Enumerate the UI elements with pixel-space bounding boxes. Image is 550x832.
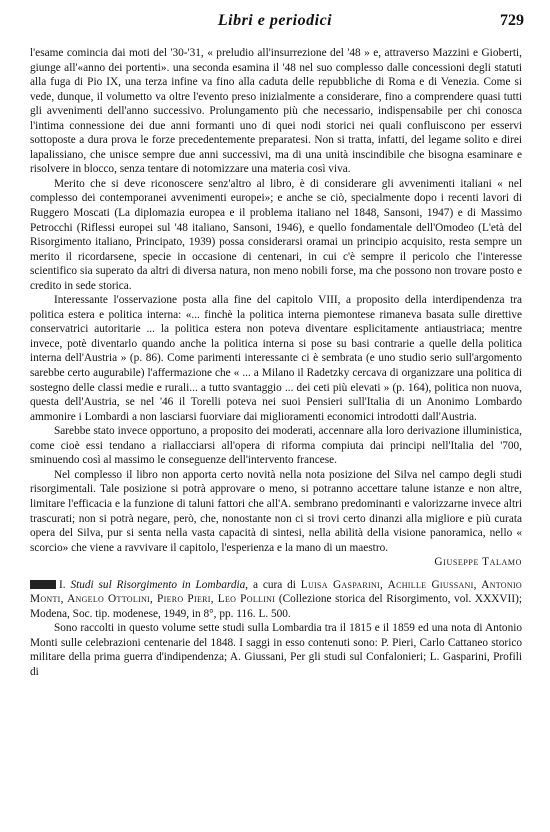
review-paragraph: Interessante l'osservazione posta alla fine del capitolo VIII, a proposito della interdipendenza tra politica estera e politica interna: «... finchè la politica interna piemontese rimaneva basata sulle direttive conservatrici autoritarie ... la politica estera non poteva diventare esplicitamente antiaustriaca; mentre invece, potè diventarlo quando anche la politica interna si pose su basi contrarie a quelle della politica interna dell'Austria » (p. 86). Come parimenti interessante ci è sembrata (e uno studio serio sull'argomento sarebbe certo augurabile) l'affermazione che « ... a Milano il Radetzky cercava di organizzare una politica di sostegno delle classi medie e rurali... a tutto svantaggio ... dei ceti più elevati » (p. 164), politica non nuova, questa dell'Austria, se nel '46 il Torelli poteva nei suoi Pensieri sull'Italia di un Anonimo Lombardo ammonire i Lombardi a non lasciarsi fuorviare dai miglioramenti economici introdotti dall'Austria. xyxy=(30,294,522,423)
book-entry xyxy=(30,578,522,622)
page-number: 729 xyxy=(500,12,524,29)
book-editors: Luisa Gasparini, Achille Giussani, Antonio Monti, Angelo Ottolini, Piero Pieri, Leo Pollini xyxy=(30,578,523,606)
running-head: Libri e periodici xyxy=(217,12,333,29)
section-separator xyxy=(30,570,522,578)
reviewer-signature: Giuseppe Talamo xyxy=(434,556,522,569)
page-body xyxy=(30,46,522,680)
ink-blot xyxy=(30,580,56,589)
review-paragraph: Merito che si deve riconoscere senz'altro al libro, è di considerare gli avvenimenti italiani « nel complesso dei contemporanei avvenimenti europei»; e anche se ciò, specialmente dopo i recenti lavori di Ruggero Moscati (La diplomazia europea e il problema italiano nel 1848, Sansoni, 1947) e di Massimo Petrocchi (Riflessi europei sul '48 italiano, Sansoni, 1946), e quello fondamentale dell'Omodeo (L'età del Risorgimento italiano, Principato, 1939) possa considerarsi oramai un principio acquisito, resta sempre un merito il ricordarsene, specie in occasione di centenari, in cui c'è sempre il pericolo che l'interesse scientifico sia superato da altri di diversa natura, non meno nobili forse, ma che possono non trovare posto e credito in sede storica. xyxy=(30,177,522,292)
editors-intro: , a cura di xyxy=(245,578,301,591)
review-paragraph: Nel complesso il libro non apporta certo novità nella nota posizione del Silva nel campo degli studi risorgimentali. Tale posizione si potrà approvare o meno, si potranno accettare talune istanze e non altre, limitare l'efficacia e la funzione di taluni fattori che all'A. sembrano predominanti e valorizzarne invece altri trascurati; non si potrà negare, però, che, nonostante non ci si trovi certo dinanzi alla migliore e più curata opera del Silva, pur si senta nella vasta capacità di sintesi, nella abilità della visione panoramica, nello « scorcio» che viene a ravvivare il capitolo, l'esperienza e la mano di un maestro. xyxy=(30,468,522,554)
page-header xyxy=(0,12,550,34)
book-series: (Collezione storica del Risorgimento, vol. XXXVII); Modena, Soc. tip. modenese, 1949, in 8°, pp. 116. L. 500. xyxy=(30,593,522,620)
book-title: Studi sul Risorgimento in Lombardia xyxy=(70,578,246,591)
review-paragraph: l'esame comincia dai moti del '30-'31, « preludio all'insurrezione del '48 » e, attraverso Mazzini e Gioberti, giunge all'«anno dei portenti». una seconda esamina il '48 nel suo complesso dalle concessioni degli statuti alla fuga di Pio IX, una terza infine va fino alla caduta delle repubbliche di Roma e di Venezia. Come si vede, dunque, il volumetto va oltre l'evento preso inizialmente a considerare, fino a comprendere quasi tutti gli avvenimenti dell'anno successivo. Prolungamento più che necessario, indispensabile per chi conosca l'intima connessione dei due anni formanti uno di quei nodi storici nei quali confluiscono per esservi sottoposte a dura prova le forze precedentemente preparatesi. Non si tratta, infatti, del legame solito e direi lapalissiano, che unisce sempre due anni successivi, ma di una unità inscindibile che bisogna esaminare e risolvere in blocco, senza tentare di notomizzare una materia così viva. xyxy=(30,47,522,176)
entry-number: I. xyxy=(59,578,66,591)
review-paragraph: Sarebbe stato invece opportuno, a proposito dei moderati, accennare alla loro derivazione illuministica, come cioè essi tendano a riallacciarsi all'opera di riforma compiuta dai principi nell'Italia del '700, sminuendo così al massimo le conseguenze dell'intervento francese. xyxy=(30,425,522,467)
review-paragraph: Sono raccolti in questo volume sette studi sulla Lombardia tra il 1815 e il 1859 ed una nota di Antonio Monti sulle celebrazioni centenarie del 1848. I saggi in esso contenuti sono: P. Pieri, Carlo Cattaneo storico militare della prima guerra d'indipendenza; A. Giussani, Per gli studi sul Confalonieri; L. Gasparini, Profili di xyxy=(30,622,522,678)
